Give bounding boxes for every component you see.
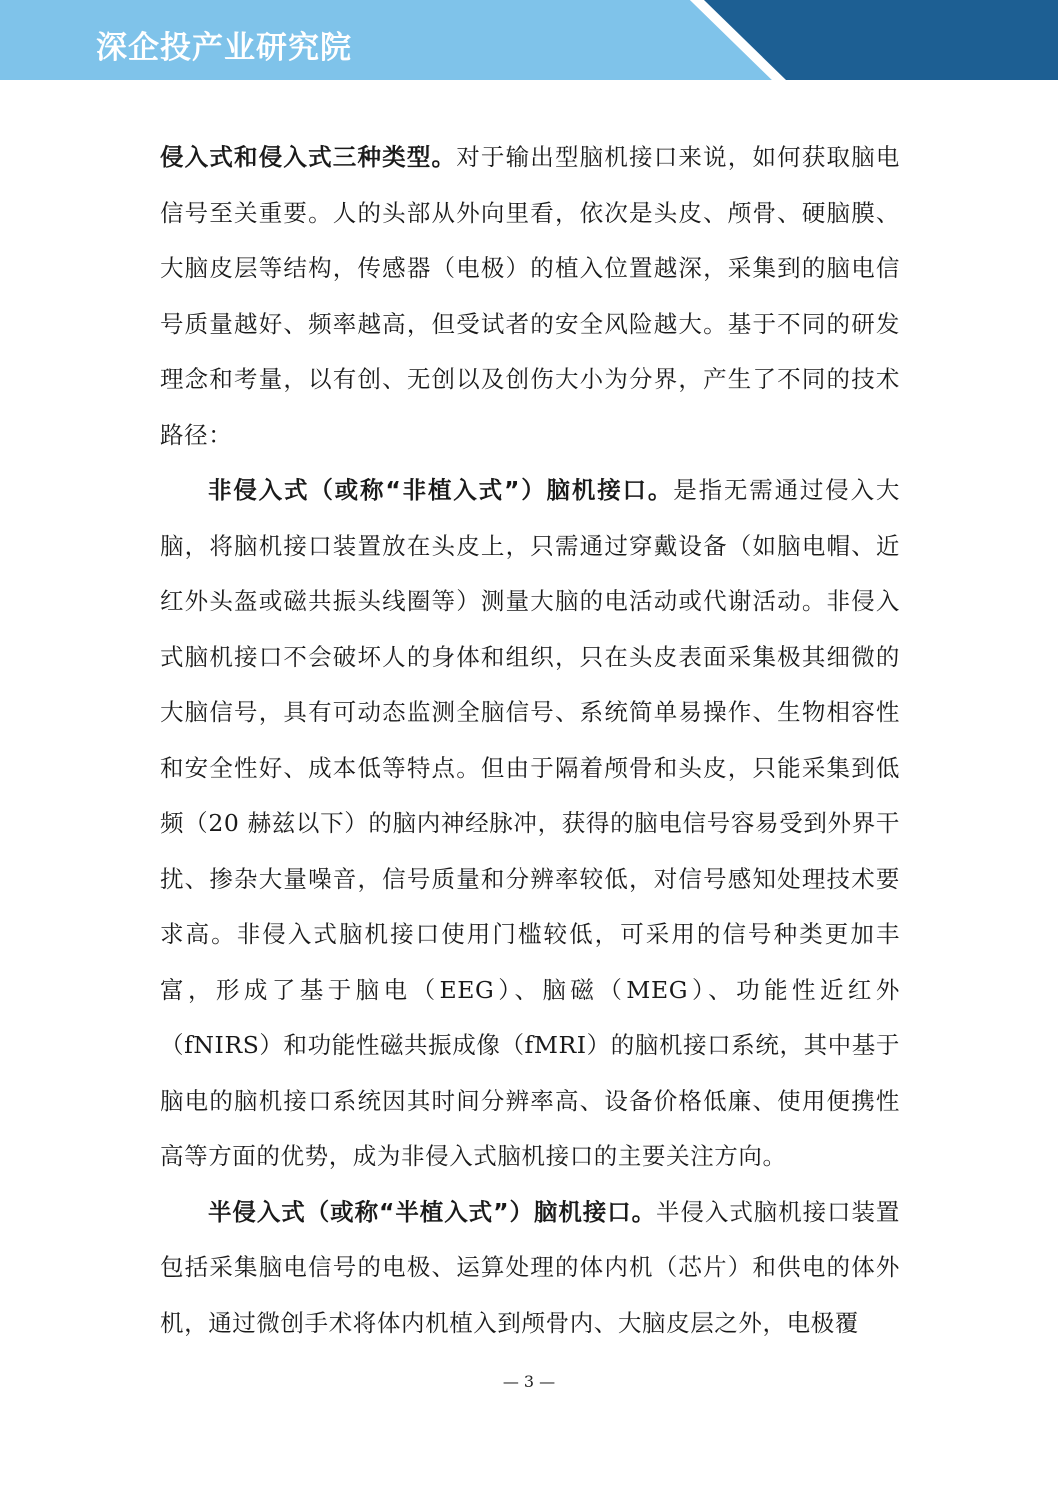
paragraph-text: 是指无需通过侵入大脑，将脑机接口装置放在头皮上，只需通过穿戴设备（如脑电帽、近红外头盔或磁共振头线圈等）测量大脑的电活动或代谢活动。非侵入式脑机接口不会破坏人的身体和组织，只在头皮表面采集极其细微的大脑信号，具有可动态监测全脑信号、系统简单易操作、生物相容性和安全性好、成本低等特点。但由于隔着颅骨和头皮，只能采集到低频（20 赫兹以下）的脑内神经脉冲，获得的脑电信号容易受到外界干扰、掺杂大量噪音，信号质量和分辨率较低，对信号感知处理技术要求高。非侵入式脑机接口使用门槛较低，可采用的信号种类更加丰富，形成了基于脑电（EEG）、脑磁（MEG）、功能性近红外（fNIRS）和功能性磁共振成像（fMRI）的脑机接口系统，其中基于脑电的脑机接口系统因其时间分辨率高、设备价格低廉、使用便携性高等方面的优势，成为非侵入式脑机接口的主要关注方向。	[160, 476, 900, 1170]
page-header	[0, 0, 1058, 80]
paragraph-lead: 半侵入式（或称“半植入式”）脑机接口。	[208, 1197, 657, 1226]
paragraph-technology-types	[160, 130, 900, 463]
paragraph-lead: 非侵入式（或称“非植入式”）脑机接口。	[208, 476, 674, 504]
paragraph-lead: 侵入式和侵入式三种类型。	[160, 143, 457, 171]
paragraph-text: 半侵入式脑机接口装置包括采集脑电信号的电极、运算处理的体内机（芯片）和供电的体外机，通过微创手术将体内机植入到颅骨内、大脑皮层之外，电极覆	[160, 1197, 901, 1337]
document-body	[160, 130, 900, 1351]
header-title: 深企投产业研究院	[96, 30, 352, 66]
paragraph-text: 对于输出型脑机接口来说，如何获取脑电信号至关重要。人的头部从外向里看，依次是头皮、颅骨、硬脑膜、大脑皮层等结构，传感器（电极）的植入位置越深，采集到的脑电信号质量越好、频率越高，但受试者的安全风险越大。基于不同的研发理念和考量，以有创、无创以及创伤大小为分界，产生了不同的技术路径：	[160, 143, 900, 449]
paragraph-non-invasive	[160, 463, 900, 1185]
page-number: — 3 —	[502, 1372, 556, 1391]
paragraph-semi-invasive	[160, 1185, 900, 1352]
